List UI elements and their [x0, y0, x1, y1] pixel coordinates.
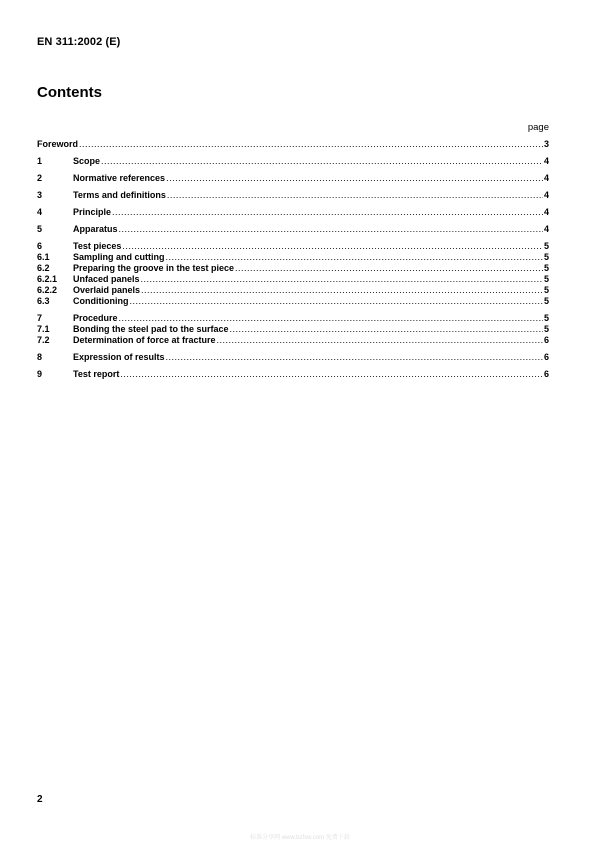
toc-entry-number: 8 [37, 352, 43, 362]
toc-entry-page: 6 [543, 369, 549, 379]
toc-entry-number: 7.1 [37, 324, 50, 334]
toc-entry[interactable] [37, 139, 549, 150]
toc-entry-title: Apparatus [73, 224, 118, 234]
toc-entry[interactable] [37, 285, 549, 296]
toc-entry[interactable] [37, 296, 549, 307]
toc-entry-title: Conditioning [73, 296, 129, 306]
toc-entry-title: Preparing the groove in the test piece [73, 263, 235, 273]
toc-dot-leader [122, 241, 543, 252]
toc-entry-title: Scope [73, 156, 101, 166]
footer-watermark: 标准分享网 www.bzfxw.com 免费下载 [250, 835, 350, 841]
document-id: EN 311:2002 (E) [37, 36, 121, 48]
toc-dot-leader [141, 274, 543, 285]
toc-entry-page: 3 [543, 139, 549, 149]
toc-entry-title: Procedure [73, 313, 118, 323]
toc-entry-number: 1 [37, 156, 43, 166]
toc-entry-number: 6.2.2 [37, 285, 58, 295]
toc-dot-leader [141, 285, 543, 296]
toc-entry-page: 5 [543, 241, 549, 251]
toc-entry-title: Foreword [37, 139, 79, 149]
toc-dot-leader [101, 156, 543, 167]
toc-entry-page: 5 [543, 252, 549, 262]
toc-dot-leader [235, 263, 543, 274]
toc-entry-number: 6.2 [37, 263, 50, 273]
toc-dot-leader [166, 352, 543, 363]
toc-entry-number: 5 [37, 224, 43, 234]
contents-title: Contents [37, 84, 102, 101]
toc-entry-title: Determination of force at fracture [73, 335, 216, 345]
toc-entry-number: 6 [37, 241, 43, 251]
toc-entry-page: 5 [543, 313, 549, 323]
toc-entry-page: 4 [543, 224, 549, 234]
toc-entry-number: 6.1 [37, 252, 50, 262]
toc-entry-page: 4 [543, 207, 549, 217]
toc-entry[interactable] [37, 352, 549, 363]
toc-entry[interactable] [37, 252, 549, 263]
toc-entry-page: 5 [543, 274, 549, 284]
toc-dot-leader [230, 324, 543, 335]
toc-entry-number: 9 [37, 369, 43, 379]
toc-dot-leader [166, 173, 543, 184]
toc-dot-leader [79, 139, 543, 150]
toc-dot-leader [120, 369, 543, 380]
toc-entry-title: Test report [73, 369, 120, 379]
toc-entry-number: 7.2 [37, 335, 50, 345]
toc-dot-leader [167, 190, 543, 201]
toc-entry-title: Unfaced panels [73, 274, 140, 284]
toc-entry-title: Bonding the steel pad to the surface [73, 324, 229, 334]
toc-entry-title: Test pieces [73, 241, 122, 251]
toc-dot-leader [119, 224, 543, 235]
toc-entry-page: 6 [543, 352, 549, 362]
toc-entry-page: 4 [543, 156, 549, 166]
toc-entry[interactable] [37, 335, 549, 346]
toc-dot-leader [119, 313, 543, 324]
toc-entry-title: Principle [73, 207, 112, 217]
toc-entry-number: 6.2.1 [37, 274, 58, 284]
toc-entry-page: 6 [543, 335, 549, 345]
toc-entry[interactable] [37, 274, 549, 285]
toc-entry[interactable] [37, 173, 549, 184]
toc-entry[interactable] [37, 241, 549, 252]
toc-entry-title: Terms and definitions [73, 190, 166, 200]
toc-entry-number: 4 [37, 207, 43, 217]
toc-entry-title: Expression of results [73, 352, 165, 362]
toc-entry-title: Overlaid panels [73, 285, 141, 295]
toc-entry[interactable] [37, 207, 549, 218]
table-of-contents [37, 139, 549, 380]
toc-entry-page: 4 [543, 190, 549, 200]
toc-entry-number: 6.3 [37, 296, 50, 306]
toc-entry[interactable] [37, 313, 549, 324]
toc-entry[interactable] [37, 190, 549, 201]
toc-entry-page: 5 [543, 296, 549, 306]
page-column-label: page [527, 122, 549, 133]
toc-entry-title: Normative references [73, 173, 166, 183]
toc-entry-page: 4 [543, 173, 549, 183]
toc-entry-title: Sampling and cutting [73, 252, 165, 262]
toc-dot-leader [166, 252, 543, 263]
toc-entry[interactable] [37, 324, 549, 335]
toc-entry[interactable] [37, 263, 549, 274]
toc-entry[interactable] [37, 224, 549, 235]
page-number: 2 [37, 794, 43, 805]
toc-entry-number: 2 [37, 173, 43, 183]
toc-dot-leader [129, 296, 543, 307]
toc-entry-number: 3 [37, 190, 43, 200]
toc-entry-page: 5 [543, 324, 549, 334]
toc-entry[interactable] [37, 156, 549, 167]
toc-entry[interactable] [37, 369, 549, 380]
toc-dot-leader [217, 335, 543, 346]
toc-entry-page: 5 [543, 263, 549, 273]
toc-entry-number: 7 [37, 313, 43, 323]
toc-dot-leader [112, 207, 543, 218]
toc-entry-page: 5 [543, 285, 549, 295]
